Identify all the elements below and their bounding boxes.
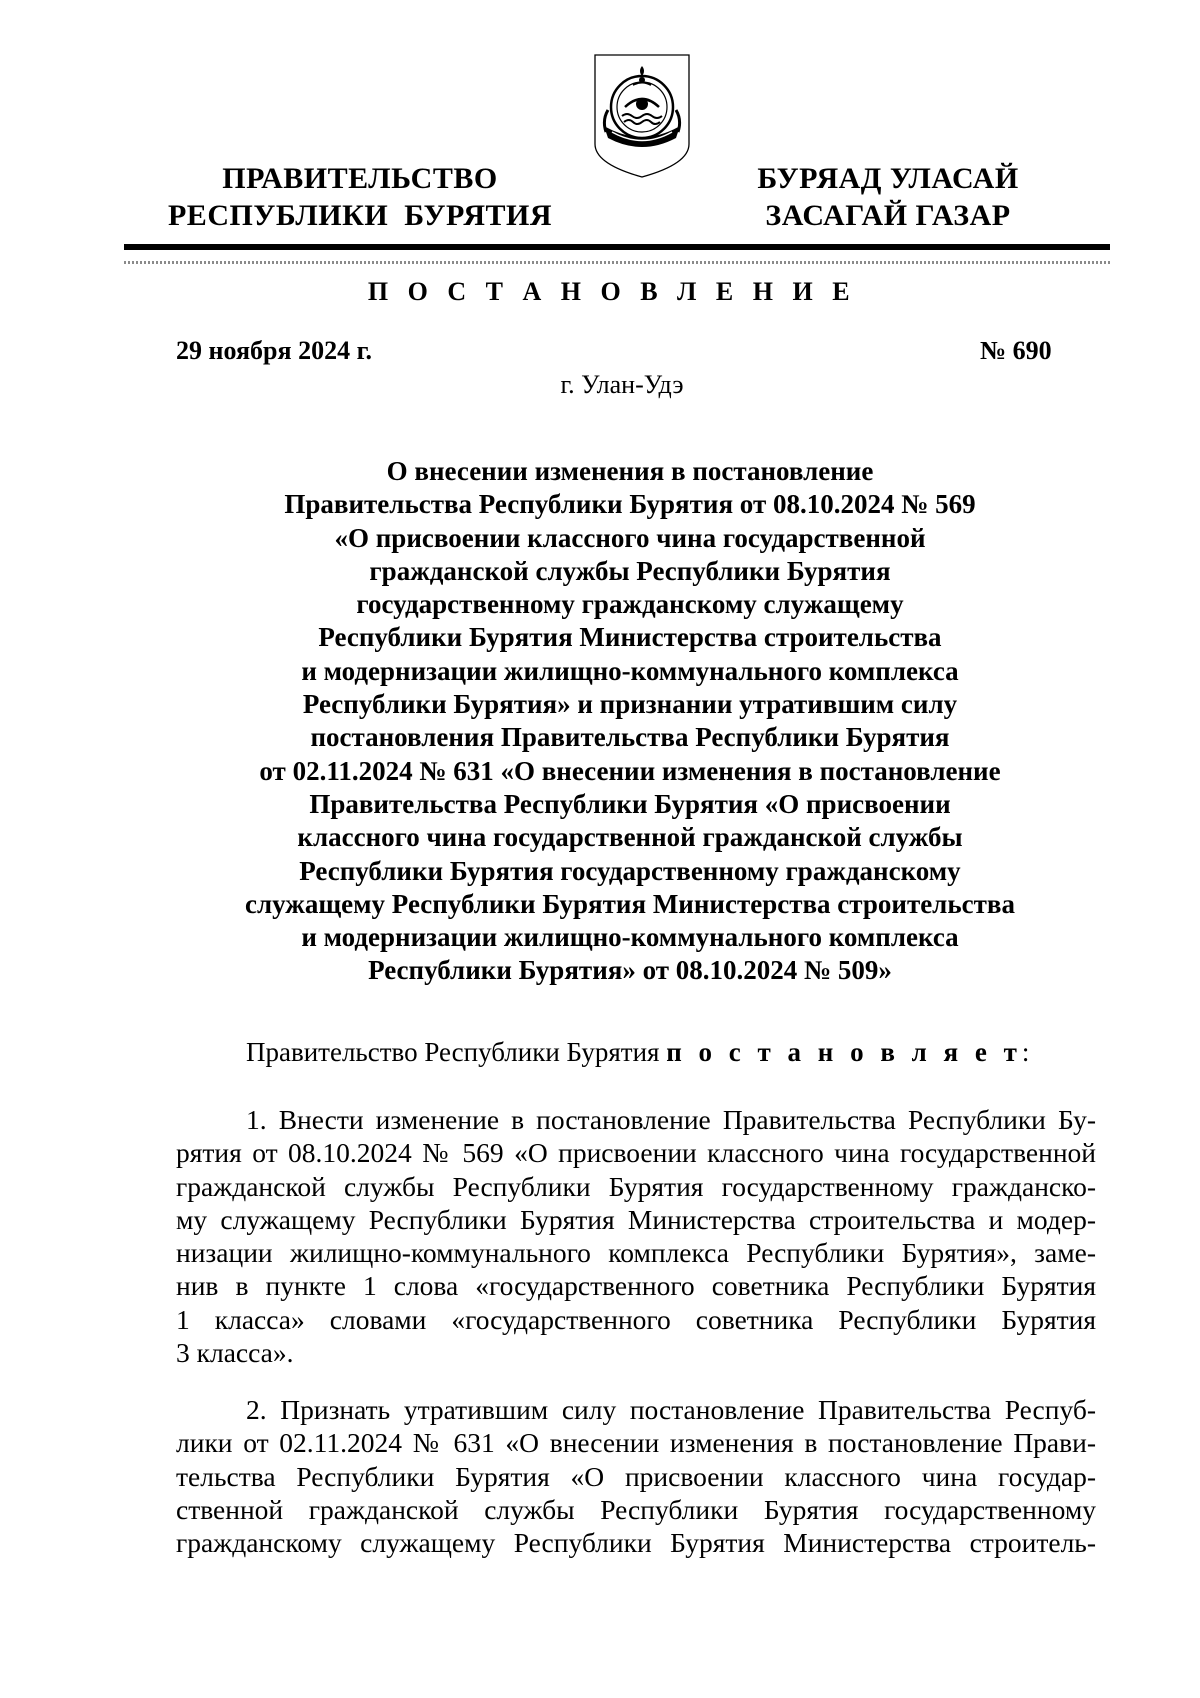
paragraph-line: нив в пункте 1 слова «государственного советника Республики Бурятия: [176, 1270, 1096, 1302]
decree-intro-text: Правительство Республики Бурятия: [246, 1037, 667, 1067]
document-title: [180, 455, 1080, 988]
title-line: государственному гражданскому служащему: [356, 589, 904, 620]
title-line: Правительства Республики Бурятия от 08.10.2024 № 569: [284, 489, 976, 520]
title-line: гражданской службы Республики Бурятия: [369, 555, 891, 586]
document-type: П О С Т А Н О В Л Е Н И Е: [367, 277, 857, 306]
org-name-buryat-line-1: БУРЯАД УЛАСАЙ: [757, 162, 1019, 195]
paragraph-line: ственной гражданской службы Республики Бурятия государственному: [176, 1493, 1096, 1525]
paragraph-line: тельства Республики Бурятия «О присвоении классного чина государ-: [176, 1460, 1096, 1492]
org-name-russian-line-1: ПРАВИТЕЛЬСТВО: [222, 162, 498, 195]
paragraph-line: 2. Признать утратившим силу постановление Правительства Респуб-: [246, 1394, 1096, 1425]
decree-intro-colon: :: [1021, 1037, 1030, 1067]
title-line: служащему Республики Бурятия Министерства строительства: [245, 888, 1015, 919]
header-rule-thick: [124, 244, 1110, 250]
title-line: и модернизации жилищно-коммунального комплекса: [301, 655, 959, 686]
org-name-buryat: [688, 160, 1088, 234]
title-line: Республики Бурятия» от 08.10.2024 № 509»: [368, 955, 892, 986]
paragraph-line: гражданской службы Республики Бурятия государственному гражданско-: [176, 1170, 1096, 1202]
title-line: Республики Бурятия» и признании утратившим силу: [302, 689, 958, 720]
title-line: и модернизации жилищно-коммунального комплекса: [301, 922, 959, 953]
paragraph-line: лики от 02.11.2024 № 631 «О внесении изменения в постановление Прави-: [176, 1427, 1096, 1459]
title-line: постановления Правительства Республики Бурятия: [310, 722, 950, 753]
decree-intro: [246, 1037, 1029, 1068]
paragraph-2: [176, 1393, 1096, 1559]
paragraph-line: гражданскому служащему Республики Бурятия Министерства строитель-: [176, 1527, 1096, 1559]
paragraph-line: рятия от 08.10.2024 № 569 «О присвоении классного чина государственной: [176, 1137, 1096, 1169]
title-line: «О присвоении классного чина государственной: [334, 522, 926, 553]
paragraph-1: [176, 1103, 1096, 1369]
title-line: от 02.11.2024 № 631 «О внесении изменения в постановление: [259, 755, 1001, 786]
paragraph-line: му служащему Республики Бурятия Министерства строительства и модер-: [176, 1203, 1096, 1235]
title-line: Республики Бурятия государственному гражданскому: [299, 855, 961, 886]
title-line: Республики Бурятия Министерства строительства: [318, 622, 942, 653]
document-number: № 690: [980, 336, 1052, 365]
title-line: Правительства Республики Бурятия «О присвоении: [309, 788, 951, 819]
org-name-russian-line-2: РЕСПУБЛИКИ БУРЯТИЯ: [167, 199, 553, 232]
title-line: классного чина государственной гражданской службы: [297, 822, 963, 853]
header-rule-thin: [124, 261, 1110, 264]
decree-intro-keyword: п о с т а н о в л я е т: [666, 1037, 1022, 1067]
paragraph-line: 1. Внести изменение в постановление Правительства Республики Бу-: [246, 1104, 1096, 1135]
org-name-russian: [150, 160, 570, 234]
org-name-buryat-line-2: ЗАСАГАЙ ГАЗАР: [765, 199, 1011, 232]
paragraph-line: 1 класса» словами «государственного советника Республики Бурятия: [176, 1303, 1096, 1335]
document-city: г. Улан-Удэ: [560, 370, 684, 399]
paragraph-line: низации жилищно-коммунального комплекса Республики Бурятия», заме-: [176, 1237, 1096, 1269]
title-line: О внесении изменения в постановление: [386, 456, 874, 486]
paragraph-line: 3 класса».: [176, 1337, 294, 1369]
coat-of-arms-of-buryatia-icon: [592, 52, 692, 180]
document-date: 29 ноября 2024 г.: [176, 336, 372, 365]
